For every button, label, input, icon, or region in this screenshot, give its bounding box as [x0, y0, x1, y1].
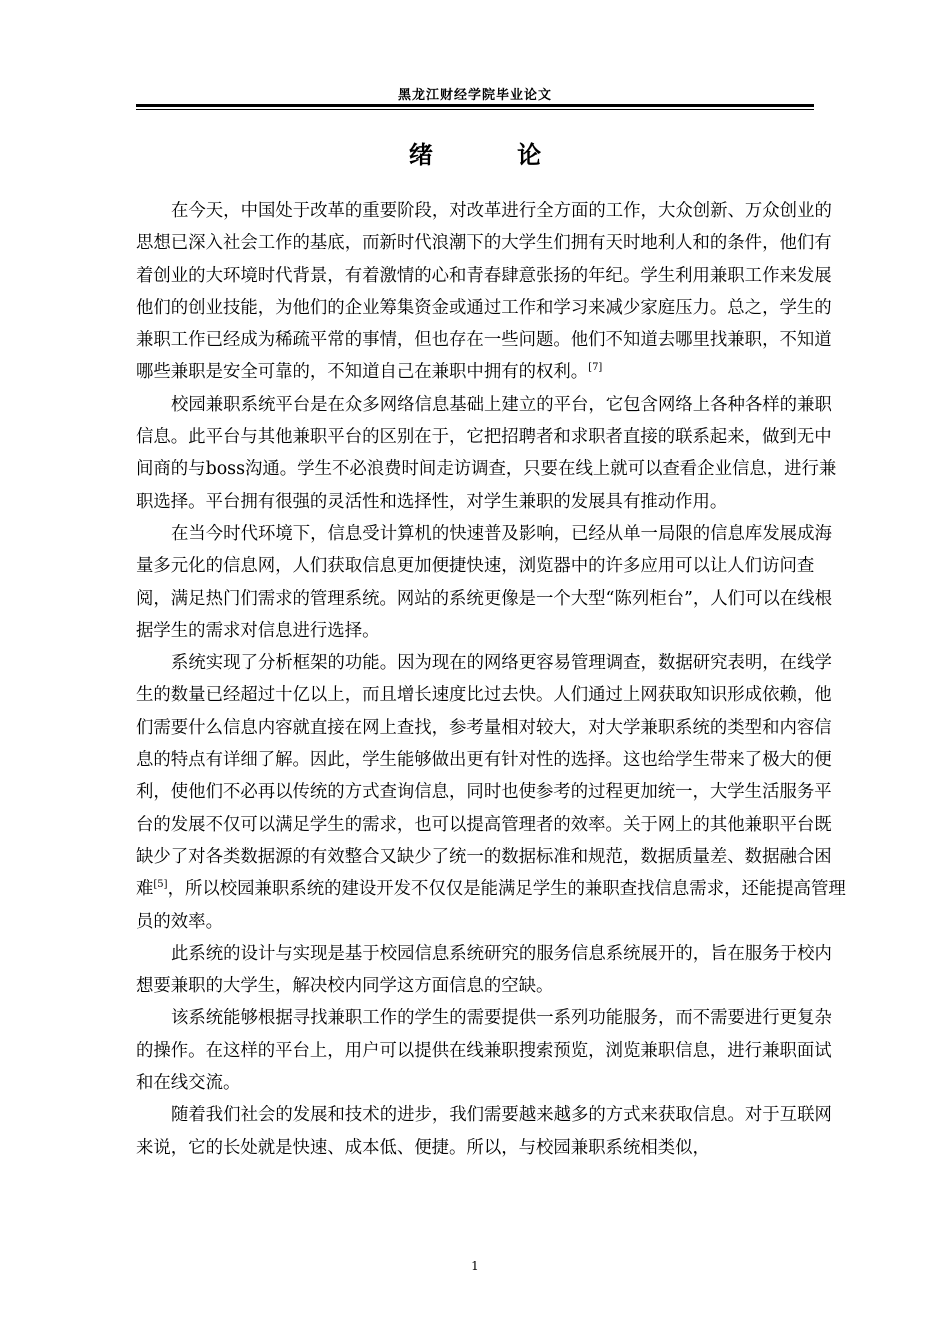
- paragraph-4-text: 系统实现了分析框架的功能。因为现在的网络更容易管理调查，数据研究表明，在线学生的数量已经超过十亿以上，而且增长速度比过去快。人们通过上网获取知识形成依赖，他们需要什么信息内容就直接在网上查找，参考量相对较大，对大学兼职系统的类型和内容信息的特点有详细了解。因此，学生能够做出更有针对性的选择。这也给学生带来了极大的便利，使他们不必再以传统的方式查询信息，同时也使参考的过程更加统一，大学生活服务平台的发展不仅可以满足学生的需求，也可以提高管理者的效率。关于网上的其他兼职平台既缺少了对各类数据源的有效整合又缺少了统一的数据标准和规范，数据质量差、数据融合困难: [136, 653, 832, 900]
- citation-5: [5]: [153, 879, 168, 891]
- paragraph-2: 校园兼职系统平台是在众多网络信息基础上建立的平台，它包含网络上各种各样的兼职信息。此平台与其他兼职平台的区别在于，它把招聘者和求职者直接的联系起来，做到无中间商的与boss沟通。学生不必浪费时间走访调查，只要在线上就可以查看企业信息，进行兼职选择。平台拥有很强的灵活性和选择性，对学生兼职的发展具有推动作用。: [136, 394, 837, 512]
- paragraph-3: 在当今时代环境下，信息受计算机的快速普及影响，已经从单一局限的信息库发展成海量多元化的信息网，人们获取信息更加便捷快速，浏览器中的许多应用可以让人们访问查阅，满足热门们需求的管理系统。网站的系统更像是一个大型“陈列柜台”，人们可以在线根据学生的需求对信息进行选择。: [136, 523, 833, 641]
- paragraph-4: [136, 647, 848, 938]
- header-rule-thick: [136, 104, 814, 107]
- section-title: 绪 论: [408, 141, 580, 169]
- running-header: 黑龙江财经学院毕业论文: [397, 88, 552, 103]
- header-rule-thin: [136, 109, 814, 110]
- body-text: [136, 195, 848, 1164]
- paragraph-7: 随着我们社会的发展和技术的进步，我们需要越来越多的方式来获取信息。对于互联网来说，它的长处就是快速、成本低、便捷。所以，与校园兼职系统相类似，: [136, 1105, 832, 1158]
- paragraph-4-text-after: ，所以校园兼职系统的建设开发不仅仅是能满足学生的兼职查找信息需求，还能提高管理员的效率。: [136, 879, 846, 932]
- paragraph-1: [136, 195, 848, 389]
- paragraph-1-text: 在今天，中国处于改革的重要阶段，对改革进行全方面的工作，大众创新、万众创业的思想已深入社会工作的基底，而新时代浪潮下的大学生们拥有天时地利人和的条件，他们有着创业的大环境时代背景，有着激情的心和青春肆意张扬的年纪。学生利用兼职工作来发展他们的创业技能，为他们的企业筹集资金或通过工作和学习来减少家庭压力。总之，学生的兼职工作已经成为稀疏平常的事情，但也存在一些问题。他们不知道去哪里找兼职，不知道哪些兼职是安全可靠的，不知道自己在兼职中拥有的权利。: [136, 201, 832, 383]
- paragraph-6: 该系统能够根据寻找兼职工作的学生的需要提供一系列功能服务，而不需要进行更复杂的操作。在这样的平台上，用户可以提供在线兼职搜索预览，浏览兼职信息，进行兼职面试和在线交流。: [136, 1008, 832, 1094]
- paragraph-5: 此系统的设计与实现是基于校园信息系统研究的服务信息系统展开的，旨在服务于校内想要兼职的大学生，解决校内同学这方面信息的空缺。: [136, 943, 832, 997]
- page-number: 1: [471, 1259, 479, 1273]
- citation-7: [7]: [588, 362, 603, 374]
